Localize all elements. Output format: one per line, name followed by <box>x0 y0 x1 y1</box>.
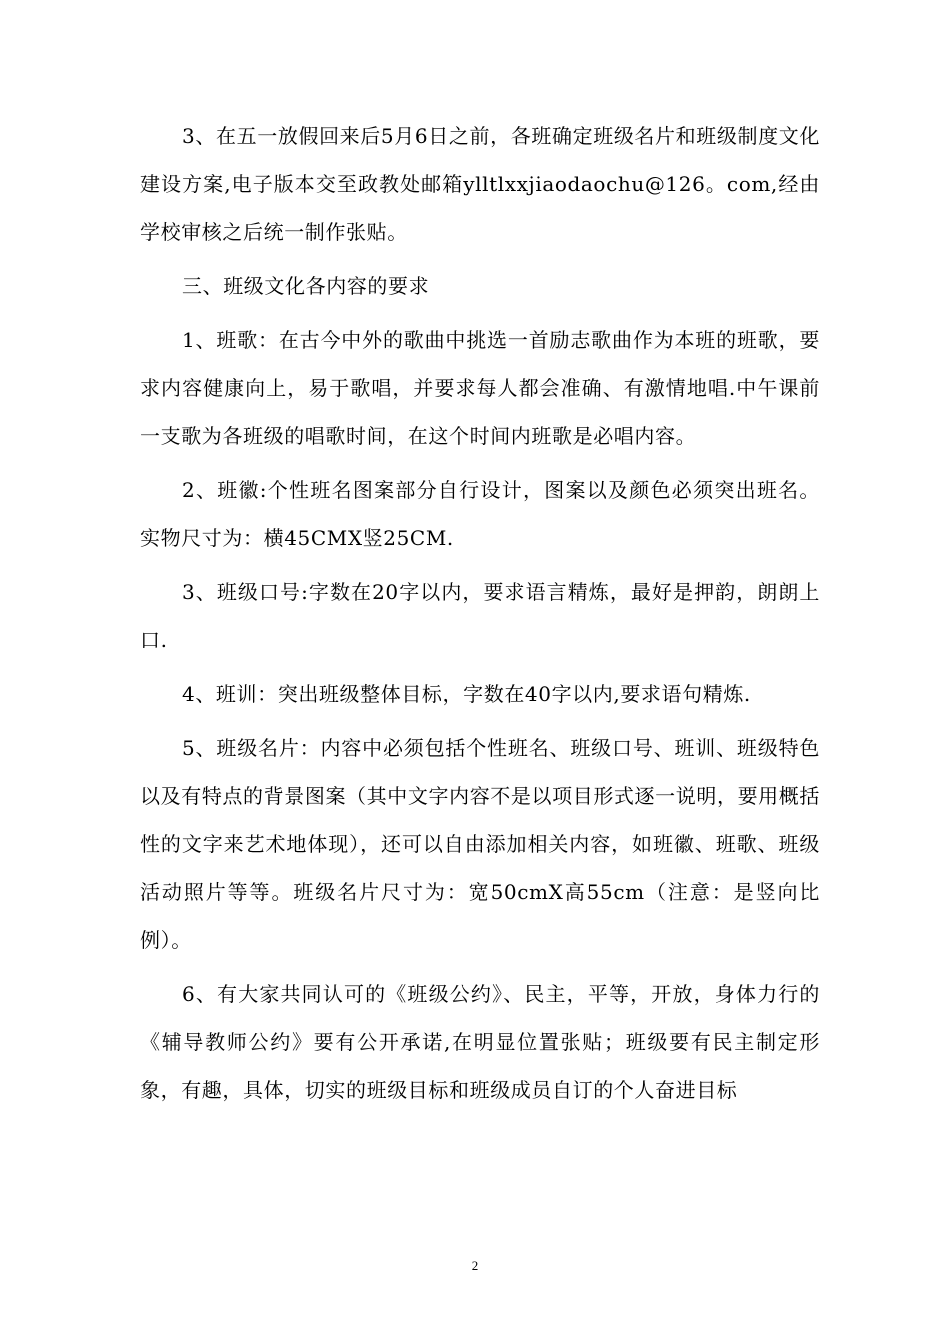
paragraph-class-emblem: 2、班徽:个性班名图案部分自行设计，图案以及颜色必须突出班名。实物尺寸为：横45CMX竖25CM. <box>140 478 820 550</box>
page-number: 2 <box>471 1258 479 1273</box>
paragraph-class-song: 1、班歌：在古今中外的歌曲中挑选一首励志歌曲作为本班的班歌，要求内容健康向上，易于歌唱，并要求每人都会准确、有激情地唱.中午课前一支歌为各班级的唱歌时间，在这个时间内班歌是必唱内容。 <box>140 328 820 448</box>
paragraph-class-motto: 4、班训：突出班级整体目标，字数在40字以内,要求语句精炼. <box>182 682 751 706</box>
document-body <box>140 112 820 1120</box>
paragraph-class-slogan: 3、班级口号:字数在20字以内，要求语言精炼，最好是押韵，朗朗上口. <box>140 580 820 652</box>
section-heading-requirements: 三、班级文化各内容的要求 <box>182 274 430 298</box>
paragraph-class-card: 5、班级名片：内容中必须包括个性班名、班级口号、班训、班级特色以及有特点的背景图案（其中文字内容不是以项目形式逐一说明，要用概括性的文字来艺术地体现），还可以自由添加相关内容，如班徽、班歌、班级活动照片等等。班级名片尺寸为：宽50cmX高55cm（注意：是竖向比例）。 <box>140 736 820 952</box>
paragraph-submission-deadline: 3、在五一放假回来后5月6日之前，各班确定班级名片和班级制度文化建设方案,电子版本交至政教处邮箱ylltlxxjiaodaochu@126。com,经由学校审核之后统一制作张贴。 <box>140 124 820 244</box>
paragraph-class-convention: 6、有大家共同认可的《班级公约》、民主，平等，开放，身体力行的《辅导教师公约》要有公开承诺,在明显位置张贴；班级要有民主制定形象，有趣，具体，切实的班级目标和班级成员自订的个人奋进目标 <box>140 982 820 1102</box>
